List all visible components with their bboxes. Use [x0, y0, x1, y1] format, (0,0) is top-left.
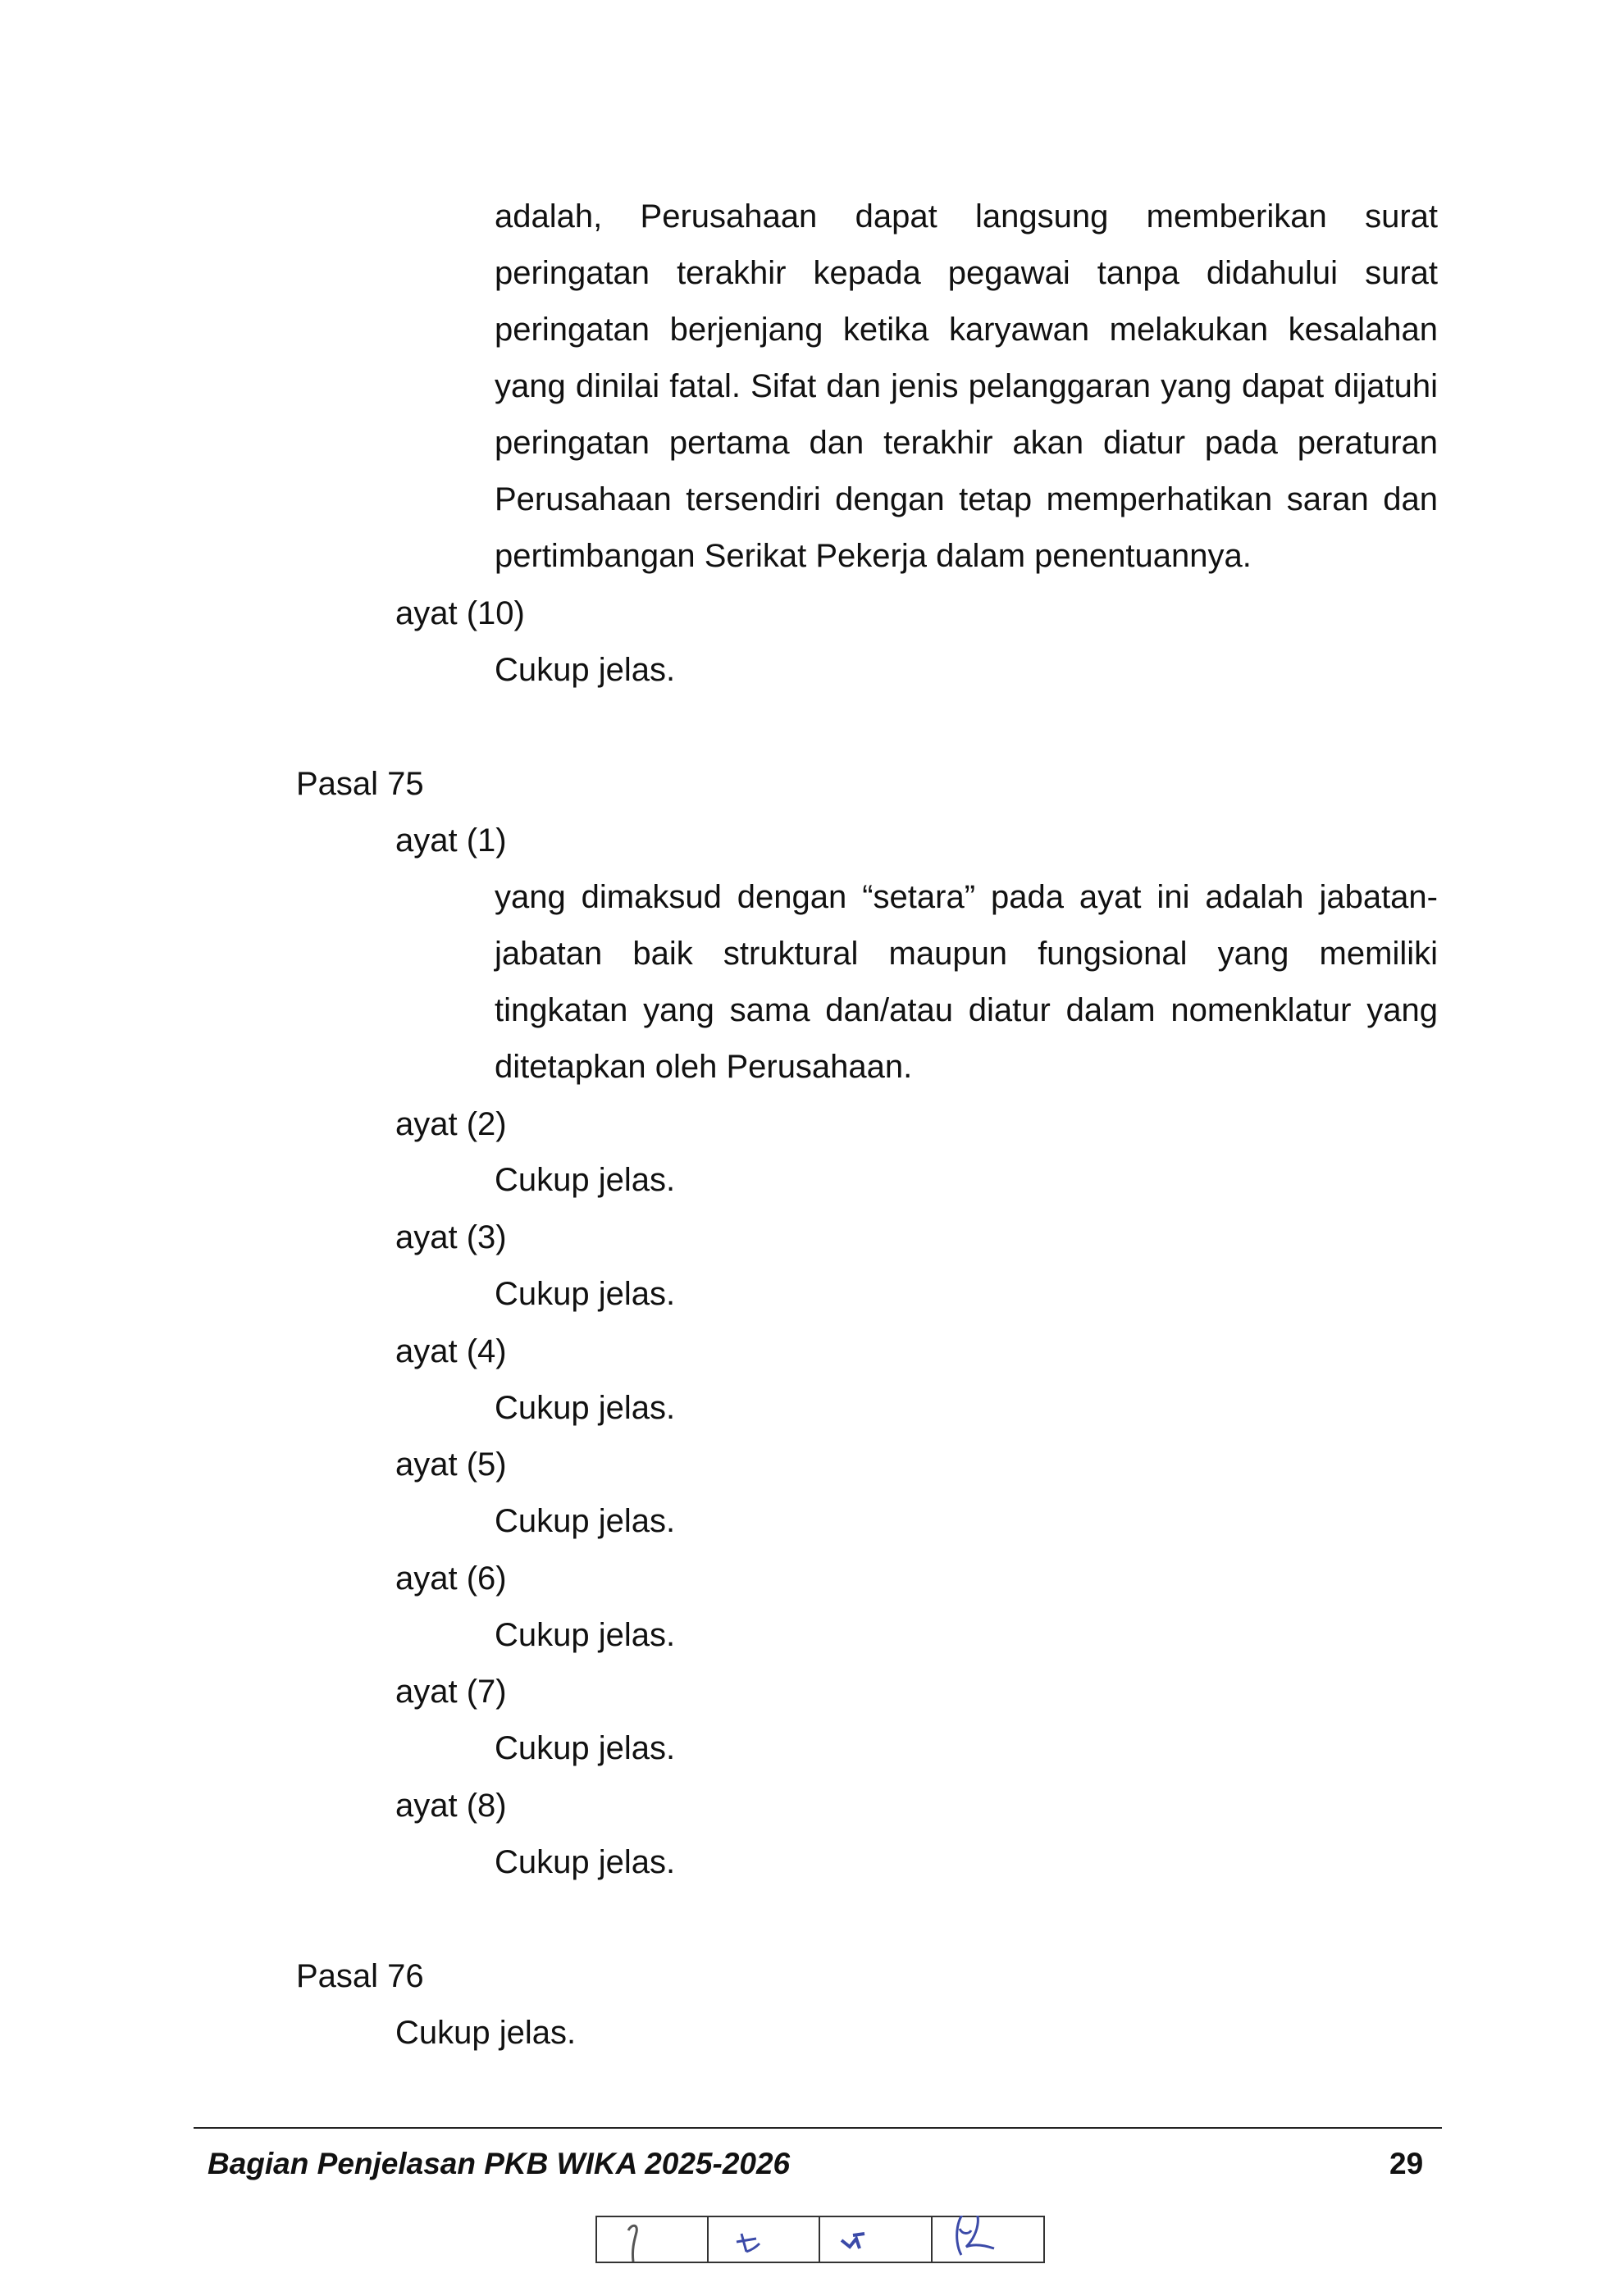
paragraph-line: pertimbangan Serikat Pekerja dalam penentuannya. — [495, 538, 1252, 574]
ayat-text: Cukup jelas. — [495, 1162, 676, 1198]
ayat-label: ayat (6) — [395, 1560, 507, 1597]
ayat-label: ayat (2) — [395, 1106, 507, 1142]
paragraph-line: tingkatan yang sama dan/atau diatur dalam nomenklatur yang — [495, 992, 1438, 1028]
ayat-label: ayat (7) — [395, 1674, 507, 1710]
initial-mark-2 — [737, 2234, 760, 2252]
ayat-text: Cukup jelas. — [495, 1503, 676, 1539]
paragraph-line: yang dimaksud dengan “setara” pada ayat ini adalah jabatan- — [495, 879, 1438, 915]
footer-divider — [194, 2127, 1442, 2129]
footer-title: Bagian Penjelasan PKB WIKA 2025-2026 — [208, 2147, 791, 2180]
ayat-text: Cukup jelas. — [495, 1276, 676, 1312]
paragraph-line: peringatan pertama dan terakhir akan diatur pada peraturan — [495, 425, 1438, 461]
ayat-label: ayat (4) — [395, 1333, 507, 1369]
paragraph-line: yang dinilai fatal. Sifat dan jenis pelanggaran yang dapat dijatuhi — [495, 368, 1438, 404]
initials-box — [595, 2216, 1045, 2263]
pasal-text: Cukup jelas. — [395, 2015, 577, 2051]
initial-mark-4 — [957, 2216, 994, 2255]
pasal-title: Pasal 75 — [296, 766, 424, 802]
ayat-text: Cukup jelas. — [495, 1390, 676, 1426]
pasal-title: Pasal 76 — [296, 1958, 424, 1994]
ayat-label: ayat (10) — [395, 595, 525, 631]
paragraph-line: jabatan baik struktural maupun fungsional yang memiliki — [495, 936, 1438, 972]
ayat-label: ayat (5) — [395, 1446, 507, 1483]
paragraph-line: Perusahaan tersendiri dengan tetap memperhatikan saran dan — [495, 481, 1438, 517]
ayat-1-paragraph — [495, 869, 1438, 1096]
ayat-label: ayat (1) — [395, 822, 507, 859]
ayat-label: ayat (3) — [395, 1219, 507, 1255]
page-number: 29 — [1389, 2147, 1424, 2180]
initial-mark-3 — [842, 2234, 864, 2248]
ayat-text: Cukup jelas. — [495, 1617, 676, 1653]
continuation-paragraph — [495, 189, 1438, 585]
ayat-text: Cukup jelas. — [495, 1844, 676, 1880]
initial-mark-1 — [628, 2225, 636, 2262]
paragraph-line: peringatan terakhir kepada pegawai tanpa didahului surat — [495, 255, 1438, 291]
paragraph-line: peringatan berjenjang ketika karyawan melakukan kesalahan — [495, 312, 1438, 348]
ayat-label: ayat (8) — [395, 1788, 507, 1824]
paragraph-line: adalah, Perusahaan dapat langsung memberikan surat — [495, 198, 1438, 235]
ayat-text: Cukup jelas. — [495, 652, 676, 688]
paragraph-line: ditetapkan oleh Perusahaan. — [495, 1049, 913, 1085]
ayat-text: Cukup jelas. — [495, 1730, 676, 1766]
